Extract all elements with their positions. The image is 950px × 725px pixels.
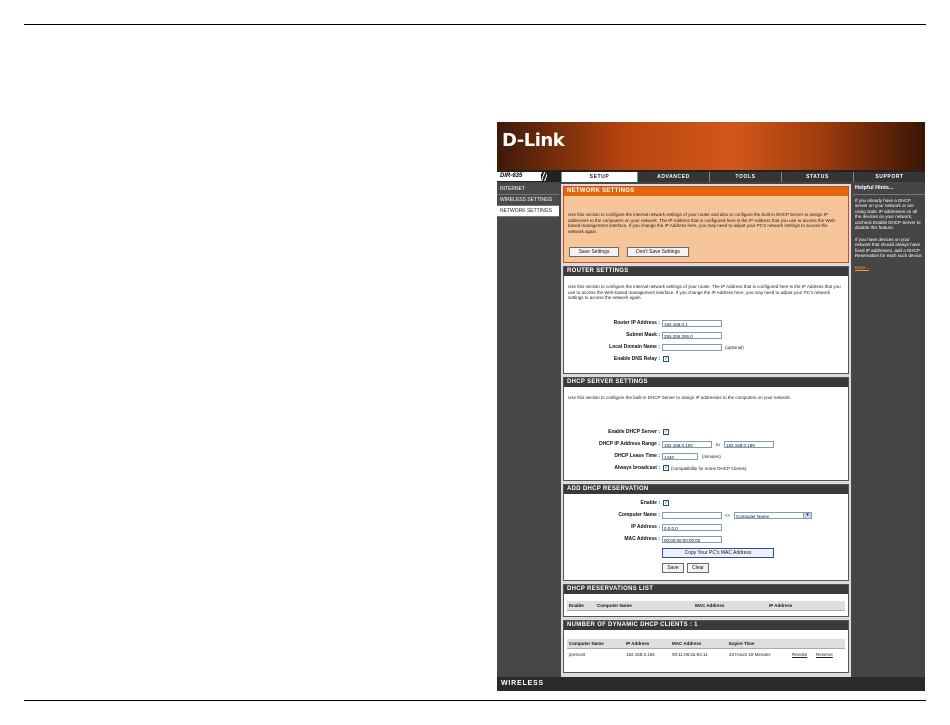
save-settings-button[interactable]: Save Settings [569,247,619,257]
col-computer-name: Computer Name [569,641,604,646]
tab-setup[interactable]: SETUP [561,172,637,182]
tab-status[interactable]: STATUS [781,172,853,182]
dhcp-clients-title: NUMBER OF DYNAMIC DHCP CLIENTS : 1 [564,621,848,630]
sidebar-item-network-settings[interactable]: NETWORK SETTINGS [497,206,559,217]
reservation-enable-label: Enable : [640,500,660,506]
range-to-text: to [716,442,720,447]
network-settings-section [563,186,849,263]
computer-name-row [564,511,660,520]
clients-table-header [567,639,845,649]
network-settings-title: NETWORK SETTINGS [564,187,848,196]
always-broadcast-row [564,464,660,473]
network-settings-description: Use this section to configure the internal network settings of your router and also to configure the built-in DHCP Server to assign IP addresses to the computers on your network. The IP Address that is configured here is the IP Address that you use to access the Web-based management interface. If you change the IP Address here, you may need to adjust your PC's network settings to access the network again. [568,212,837,234]
reservations-table-header [567,601,845,611]
router-ui-screenshot [497,122,925,691]
reservations-list-title: DHCP RESERVATIONS LIST [564,585,848,594]
helpful-hints-panel [853,184,925,677]
main-content [561,184,851,677]
add-reservation-section [563,484,849,581]
wireless-footer-label: WIRELESS [501,680,544,687]
mac-address-row [564,535,660,544]
client-ip: 192.168.0.156 [626,652,655,657]
top-rule [24,24,926,25]
dns-relay-row [564,355,660,364]
hint-dhcp-server: If you already have a DHCP server on your network or are using static IP addresses on all the devices on your network, uncheck Enable DHCP Server to disable this feature. [855,197,921,230]
reservation-enable-checkbox[interactable]: ✓ [664,500,669,506]
col-expire-time: Expire Time [729,641,755,646]
dhcp-range-start-input[interactable]: 192.168.0.100 [662,441,712,448]
hints-title: Helpful Hints... [853,184,925,195]
router-ip-row [564,319,660,328]
dlink-logo: D-Link [502,130,565,151]
reservation-enable-row [564,499,660,508]
reservation-clear-button[interactable]: Clear [687,563,709,573]
col-computer-name: Computer Name [597,603,632,608]
reservation-save-button[interactable]: Save [662,563,684,573]
client-expire: 23 Hours 18 Minutes [729,652,771,657]
col-mac-address: MAC Address [695,603,725,608]
broadcast-note: (compatibility for some DHCP Clients) [671,466,747,471]
main-tabs [561,172,925,182]
router-settings-description: Use this section to configure the internal network settings of your router. The IP Address that is configured here is the IP Address that you use to access the Web-based management interface. If you change the IP Address here, you may need to adjust your PC's network settings to access the network again. [568,284,841,300]
hint-dhcp-reservation: If you have devices on your network that should always have fixed IP addresses, add a DHCP Reservation for each such device. [855,236,923,258]
dhcp-server-section [563,377,849,481]
enable-dhcp-label: Enable DHCP Server : [608,429,660,435]
computer-name-select[interactable] [734,512,812,519]
tab-advanced[interactable]: ADVANCED [637,172,709,182]
dhcp-range-row [564,440,660,449]
router-settings-section [563,266,849,374]
computer-name-select-value: Computer Name [736,514,770,519]
model-label: DIR-635 [497,172,541,181]
dns-relay-label: Enable DNS Relay : [613,356,660,362]
dhcp-clients-section [563,620,849,673]
mac-address-input[interactable]: 00:00:00:00:00:00 [662,536,722,543]
router-ip-label: Router IP Address : [613,320,660,326]
hints-more-link[interactable]: More... [855,264,870,270]
reservations-list-section [563,584,849,617]
enable-dhcp-row [564,428,660,437]
col-mac-address: MAC Address [672,641,702,646]
lease-time-input[interactable]: 1440 [662,453,698,460]
subnet-mask-input[interactable]: 255.255.255.0 [662,332,722,339]
col-enable: Enable [569,603,584,608]
minutes-note: (minutes) [702,454,721,459]
reservation-ip-label: IP Address : [631,524,660,530]
reserve-link[interactable]: Reserve [816,652,833,657]
local-domain-row [564,343,660,352]
sidebar-item-wireless-settings[interactable]: WIRELESS SETTINGS [497,195,559,206]
router-ip-input[interactable]: 192.168.0.1 [662,320,722,327]
reservation-ip-input[interactable]: 0.0.0.0 [662,524,722,531]
client-name: prescott [569,652,586,657]
mac-address-label: MAC Address : [624,536,660,542]
col-ip-address: IP Address [769,603,793,608]
sidebar [497,184,559,217]
footer-bar [497,677,925,691]
lease-time-label: DHCP Lease Time : [614,453,660,459]
computer-name-input[interactable] [662,512,722,519]
dhcp-server-title: DHCP SERVER SETTINGS [564,378,848,387]
chevron-down-icon: ▾ [803,512,811,519]
dns-relay-checkbox[interactable]: ✓ [664,356,669,362]
tab-support[interactable]: SUPPORT [853,172,925,182]
revoke-link[interactable]: Revoke [792,652,808,657]
computer-name-label: Computer Name : [618,512,660,518]
reservation-ip-row [564,523,660,532]
subnet-mask-row [564,331,660,340]
bottom-rule [24,700,926,701]
add-reservation-title: ADD DHCP RESERVATION [564,485,848,494]
enable-dhcp-checkbox[interactable]: ✓ [664,429,669,435]
always-broadcast-label: Always broadcast : [614,465,660,471]
lease-time-row [564,452,660,461]
router-settings-title: ROUTER SETTINGS [564,267,848,276]
local-domain-input[interactable] [662,344,722,351]
dhcp-range-end-input[interactable]: 192.168.0.199 [724,441,774,448]
copy-mac-address-button[interactable]: Copy Your PC's MAC Address [662,548,774,558]
header-banner [497,122,925,170]
tab-tools[interactable]: TOOLS [709,172,781,182]
col-ip-address: IP Address [626,641,650,646]
dhcp-range-label: DHCP IP Address Range : [598,441,660,447]
client-mac: 00:11:09:2a:94:11 [672,652,708,657]
dhcp-server-description: Use this section to configure the built-in DHCP Server to assign IP addresses to the computers on your network. [568,395,791,400]
copy-arrows: << [725,513,731,518]
always-broadcast-checkbox[interactable]: ✓ [664,465,669,471]
optional-note: (optional) [725,345,744,350]
dont-save-settings-button[interactable]: Don't Save Settings [627,247,689,257]
subnet-mask-label: Subnet Mask : [626,332,660,338]
local-domain-label: Local Domain Name : [609,344,660,350]
sidebar-item-internet[interactable]: INTERNET [497,184,559,195]
